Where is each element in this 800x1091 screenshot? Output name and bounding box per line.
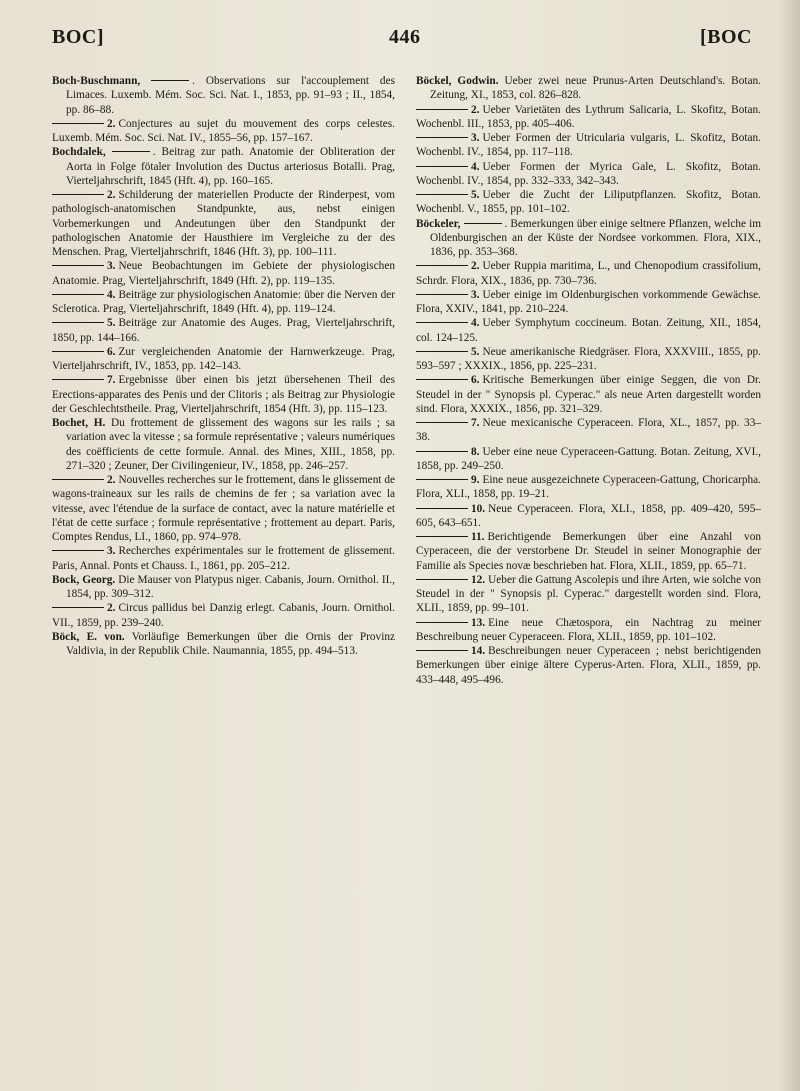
repeat-author-dash (416, 379, 468, 380)
author-name: Böckel, Godwin. (416, 75, 499, 87)
entry-text: Beiträge zur physiologischen Anatomie: über die Nerven der Sclerotica. Prag, Vierteljahrschrift, 1849 (Hft. 4), pp. 119–124. (52, 288, 395, 315)
repeat-author-dash (52, 194, 104, 195)
entry-text: Beschreibungen neuer Cyperaceen ; nebst berichtigenden Bemerkungen über einige ältere Cyperus-Arten. Flora, XLII., 1859, pp. 433–448, 495–496. (416, 645, 761, 686)
sub-entry (416, 288, 761, 317)
sub-entry (416, 373, 761, 416)
repeat-author-dash (416, 109, 468, 110)
entry-text: Ueber Ruppia maritima, L., und Chenopodium crassifolium, Schrdr. Flora, XIX., 1836, pp. 730–736. (416, 260, 761, 287)
repeat-author-dash (52, 550, 104, 551)
sub-entry (52, 259, 395, 288)
entry-text: Nouvelles recherches sur le frottement, dans le glissement de wagons-traineaux sur les rails de chemins de fer ; sa variation avec la vitesse, avec l'étendue de la surface de contact, avec la nature matérielle et l'état de cette surface ; formule représentative ; frottement au depart. Paris, Comptes Rendus, LI., 1860, pp. 974–978. (52, 474, 395, 543)
entry-number: 11. (471, 531, 485, 543)
entry-text: Neue mexicanische Cyperaceen. Flora, XL., 1857, pp. 33–38. (416, 417, 761, 444)
entry-number: 3. (107, 545, 116, 558)
entry-text: . Bemerkungen über einige seltnere Pflanzen, welche im Oldenburgischen an der Küste der Nordsee vorkommen. Flora, XIX., 1836, pp. 353–368. (430, 217, 762, 258)
entry-text: Conjectures au sujet du mouvement des corps celestes. Luxemb. Mém. Soc. Sci. Nat. IV., 1855–56, pp. 157–167. (52, 117, 395, 144)
entry-number: 7. (107, 374, 116, 387)
page-number: 446 (389, 26, 421, 48)
sub-entry (416, 573, 761, 616)
repeat-author-dash (52, 294, 104, 295)
entry-text: Vorläufige Bemerkungen über die Ornis der Provinz Valdivia, in der Republik Chile. Naumannia, 1855, pp. 494–513. (66, 630, 396, 657)
sub-entry (416, 316, 761, 345)
sub-entry (416, 103, 761, 132)
entry-text: Ueber Formen der Utricularia vulgaris, L. Skofitz, Botan. Wochenbl. IV., 1854, pp. 117–118. (416, 132, 761, 159)
entry-text: Schilderung der materiellen Producte der Rinderpest, vom pathologisch-anatomischen Standpunkte, aus, nebst einigen Vorbemerkungen und Andeutungen über den Standpunkt der pathologischen Anatomie der Hausthiere im Vergleiche zu der des Menschen. Prag, Vierteljahrschrift, 1846 (Hft. 3), pp. 100–111. (52, 189, 395, 258)
sub-entry (52, 188, 395, 259)
repeat-author-dash (416, 451, 468, 452)
author-name: Böckeler, (416, 217, 461, 230)
sub-entry (416, 445, 761, 474)
sub-entry (416, 416, 761, 445)
entry-text: Beiträge zur Anatomie des Auges. Prag, Vierteljahrschrift, 1850, pp. 144–166. (52, 317, 395, 344)
entry-text: Recherches expérimentales sur le frottement de glissement. Paris, Annal. Ponts et Chauss. I., 1861, pp. 205–212. (52, 545, 395, 572)
repeat-author-dash (416, 579, 468, 580)
entry-text: Ueber Formen der Myrica Gale, L. Skofitz, Botan. Wochenbl. IV., 1854, pp. 332–333, 342–343. (416, 160, 761, 187)
sub-entry (416, 131, 761, 160)
sub-entry (416, 259, 761, 288)
entry-text: Eine neue ausgezeichnete Cyperaceen-Gattung, Choricarpha. Flora, XLI., 1858, pp. 19–21. (416, 474, 761, 501)
repeat-author-dash (52, 607, 104, 608)
author-entry (52, 573, 395, 602)
repeat-author-dash (52, 265, 104, 266)
repeat-author-dash (416, 536, 468, 537)
entry-text: Ueber einige im Oldenburgischen vorkommende Gewächse. Flora, XXIV., 1841, pp. 210–224. (416, 288, 761, 315)
page-edge-shadow (778, 0, 800, 1091)
sub-entry (416, 345, 761, 374)
right-column (416, 74, 761, 687)
repeat-author-dash (416, 166, 468, 167)
repeat-author-dash (52, 322, 104, 323)
entry-number: 4. (471, 160, 480, 173)
entry-number: 3. (107, 260, 116, 273)
sub-entry (416, 530, 761, 573)
entry-number: 5. (107, 317, 116, 330)
entry-number: 5. (471, 189, 480, 201)
entry-number: 2. (471, 103, 480, 116)
entry-number: 2. (107, 189, 116, 201)
repeat-author-dash (416, 265, 468, 266)
sub-entry (52, 117, 395, 146)
repeat-author-dash (416, 194, 468, 195)
header-left-catchword: BOC] (52, 26, 104, 48)
entry-text: Ueber Varietäten des Lythrum Salicaria, L. Skofitz, Botan. Wochenbl. III., 1853, pp. 405–406. (416, 103, 761, 130)
sub-entry (52, 544, 395, 573)
entry-number: 4. (107, 288, 116, 301)
left-column (52, 74, 395, 658)
entry-number: 4. (471, 317, 480, 330)
entry-number: 3. (471, 132, 480, 144)
running-header (52, 26, 752, 66)
entry-number: 6. (471, 374, 480, 387)
sub-entry (416, 160, 761, 189)
entry-number: 2. (107, 117, 116, 130)
author-entry (416, 217, 761, 260)
entry-number: 2. (107, 602, 116, 615)
entry-number: 2. (107, 474, 116, 486)
entry-text: Berichtigende Bemerkungen über eine Anzahl von Cyperaceen, die der verstorbene Dr. Steudel in seiner Monographie der Familie als Species novæ beschrieben hat. Flora, XLII., 1859, pp. 65–71. (416, 531, 761, 572)
entry-text: Ergebnisse über einen bis jetzt übersehenen Theil des Erections-apparates des Penis und der Clitoris ; als Beitrag zur Physiologie der Geschlechtstheile. Prag, Vierteljahrschrift, 1854 (Hft. 3), pp. 115–123. (52, 374, 395, 415)
repeat-author-dash (416, 322, 468, 323)
entry-text: Die Mauser von Platypus niger. Cabanis, Journ. Ornithol. II., 1854, pp. 309–312. (66, 573, 396, 600)
entry-text: Ueber die Zucht der Liliputpflanzen. Skofitz, Botan. Wochenbl. V., 1855, pp. 101–102. (416, 189, 761, 216)
sub-entry (416, 616, 761, 645)
sub-entry (416, 188, 761, 217)
entry-text: Neue Cyperaceen. Flora, XLI., 1858, pp. 409–420, 595–605, 643–651. (416, 502, 761, 529)
author-entry (52, 74, 395, 117)
repeat-author-dash (416, 137, 468, 138)
entry-number: 9. (471, 474, 480, 486)
author-entry (52, 416, 395, 473)
repeat-author-dash (416, 294, 468, 295)
sub-entry (416, 502, 761, 531)
entry-number: 8. (471, 445, 480, 458)
repeat-author-dash (416, 650, 468, 651)
entry-number: 5. (471, 345, 480, 358)
blank-firstname-dash (151, 80, 189, 81)
author-name: Böck, E. von. (52, 630, 125, 643)
repeat-author-dash (52, 351, 104, 352)
entry-text: . Observations sur l'accouplement des Limaces. Luxemb. Mém. Soc. Sci. Nat. I., 1853, pp. 91–93 ; II., 1854, pp. 86–88. (66, 75, 395, 116)
sub-entry (52, 316, 395, 345)
author-entry (52, 630, 395, 659)
entry-number: 7. (471, 417, 480, 429)
sub-entry (52, 288, 395, 317)
author-name: Boch-Buschmann, (52, 75, 141, 87)
entry-number: 3. (471, 288, 480, 301)
author-entry (416, 74, 761, 103)
sub-entry (416, 473, 761, 502)
author-name: Bochdalek, (52, 146, 106, 159)
repeat-author-dash (52, 123, 104, 124)
entry-text: Eine neue Chætospora, ein Nachtrag zu meiner Beschreibung neuer Cyperaceen. Flora, XLII., 1859, pp. 101–102. (416, 616, 761, 643)
entry-text: Ueber Symphytum coccineum. Botan. Zeitung, XII., 1854, col. 124–125. (416, 317, 761, 344)
entry-text: Ueber eine neue Cyperaceen-Gattung. Botan. Zeitung, XVI., 1858, pp. 249–250. (416, 445, 761, 472)
entry-text: Zur vergleichenden Anatomie der Harnwerkzeuge. Prag, Vierteljahrschrift, IV., 1853, pp. 142–143. (52, 345, 395, 372)
repeat-author-dash (52, 479, 104, 480)
author-entry (52, 145, 395, 188)
entry-number: 12. (471, 573, 486, 586)
entry-number: 6. (107, 345, 116, 358)
entry-number: 14. (471, 645, 486, 657)
entry-text: Circus pallidus bei Danzig erlegt. Cabanis, Journ. Ornithol. VII., 1859, pp. 239–240. (52, 602, 395, 629)
repeat-author-dash (416, 479, 468, 480)
author-name: Bochet, H. (52, 417, 106, 429)
repeat-author-dash (416, 622, 468, 623)
sub-entry (52, 345, 395, 374)
sub-entry (52, 601, 395, 630)
entry-number: 10. (471, 502, 486, 515)
repeat-author-dash (416, 351, 468, 352)
blank-firstname-dash (464, 223, 502, 224)
repeat-author-dash (52, 379, 104, 380)
entry-text: Neue amerikanische Riedgräser. Flora, XXXVIII., 1855, pp. 593–597 ; XXXIX., 1856, pp. 225–231. (416, 345, 761, 372)
repeat-author-dash (416, 422, 468, 423)
header-right-catchword: [BOC (700, 26, 752, 48)
entry-text: Ueber zwei neue Prunus-Arten Deutschland's. Botan. Zeitung, XI., 1853, col. 826–828. (430, 75, 761, 102)
entry-text: Ueber die Gattung Ascolepis und ihre Arten, wie solche von Steudel in der " Synopsis pl. Cyperac." dargestellt worden sind. Flora, XLII., 1859, pp. 99–101. (416, 573, 761, 615)
repeat-author-dash (416, 508, 468, 509)
sub-entry (52, 373, 395, 416)
author-name: Bock, Georg. (52, 573, 116, 586)
entry-number: 13. (471, 616, 486, 629)
sub-entry (52, 473, 395, 544)
entry-number: 2. (471, 260, 480, 273)
blank-firstname-dash (112, 151, 150, 152)
entry-text: Du frottement de glissement des wagons sur les rails ; sa variation avec la vitesse ; sa formule représentative ; valeurs numériques des coëfficients de cette formule. Annal. des Mines, XIII., 1858, pp. 271–320 ; Zeuner, Der Civilingenieur, IV., 1858, pp. 246–257. (66, 417, 396, 472)
entry-text: Neue Beobachtungen im Gebiete der physiologischen Anatomie. Prag, Vierteljahrschrift, 1849 (Hft. 2), pp. 119–135. (52, 260, 395, 287)
entry-text: . Beitrag zur path. Anatomie der Obliteration der Aorta in Folge fötaler Involution des Ductus arteriosus Botalli. Prag, Vierteljahrschrift, 1845 (Hft. 4), pp. 160–165. (66, 146, 396, 187)
sub-entry (416, 644, 761, 687)
entry-text: Kritische Bemerkungen über einige Seggen, die von Dr. Steudel in der " Synopsis pl. Cyperac." als neue Arten dargestellt worden sind. Flora, XXXIX., 1856, pp. 321–329. (416, 374, 761, 415)
